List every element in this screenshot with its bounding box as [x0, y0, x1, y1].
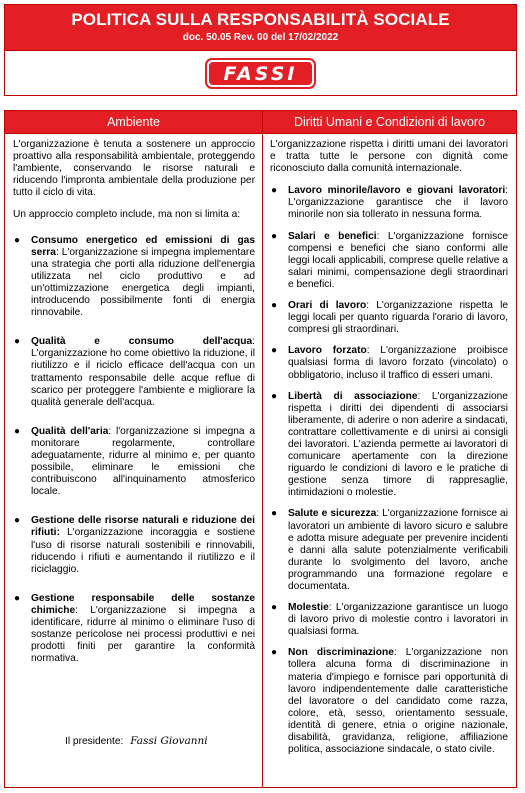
item-text: : L'organizzazione ho come obiettivo la riduzione, il riutilizzo e il riciclo efficace dell'acqua con un trattamento responsabile delle acque reflue di scarico per proteggere l'ambiente e migliorare la qualità generale dell'acqua. — [31, 336, 255, 408]
item-text: : L'organizzazione si impegna implementare una strategia che porti alla riduzione dell'energia utilizzata nel ciclo produttivo e ad un'ottimizzazione energetica degli impianti, introducendo possibilmente fonti di energia rinnovabile. — [31, 246, 255, 319]
item-text: : L'organizzazione rispetta i diritti dei dipendenti di associarsi liberamente, di aderire o non aderire a sindacati, contrattare collettivamente e di unirsi ai consigli dei lavoratori. L'azienda permette ai lavoratori di comunicare apertamente con la direzione riguardo le condizioni di lavoro e le pratiche di gestione senza timore di rappresaglie, intimidazioni o molestie. — [288, 390, 508, 499]
item-title: Qualità e consumo dell'acqua — [31, 336, 253, 348]
bullet-icon: ● — [14, 592, 21, 604]
logo-area — [5, 51, 516, 96]
signature-block — [65, 735, 208, 747]
environment-heading: Ambiente — [5, 111, 262, 134]
bullet-icon: ● — [271, 602, 278, 614]
item-title: Consumo energetico ed emissioni di gas serra — [31, 234, 255, 258]
bullet-icon: ● — [14, 515, 21, 527]
human-rights-intro: L'organizzazione rispetta i diritti umani dei lavoratori e tratta tutte le persone con dignità come riconosciuto dalla comunità internazionale. — [270, 139, 508, 175]
list-item — [13, 235, 255, 320]
item-text: : L'organizzazione rispetta le leggi locali per quanto riguarda l'orario di lavoro, compresi gli straordinari. — [288, 300, 508, 336]
human-rights-list — [270, 185, 508, 756]
list-item — [270, 391, 508, 500]
environment-intro-2: Un approccio completo include, ma non si limita a: — [13, 209, 241, 221]
item-title: Lavoro forzato — [288, 345, 367, 357]
environment-body — [5, 134, 262, 665]
environment-intro: L'organizzazione è tenuta a sostenere un approccio proattivo alla responsabilità ambientale, proteggendo l'ambiente, conservando le risorse naturali e riducendo l'impronta ambientale della produzione per tutto il ciclo di vita. — [13, 139, 255, 199]
item-title: Gestione responsabile delle sostanze chimiche — [31, 592, 255, 616]
item-text: : l'organizzazione si impegna a monitorare regolarmente, controllare adeguatamente, ridurre al minimo e, per quanto possibile, eliminare le emissioni che contribuiscono all'inquinamento atmosferico locale. — [31, 425, 255, 498]
item-text: : L'organizzazione fornisce ai lavoratori un ambiente di lavoro sicuro e salubre e adotta misure adeguate per prevenire incidenti e danni alla salute potenzialmente verificabili durante lo svolgimento del lavoro, anche programmando una formazione regolare e documentata. — [288, 508, 508, 592]
list-item — [270, 300, 508, 336]
item-text: : L'organizzazione non tollera alcuna forma di discriminazione in materia d'impiego e fornisce pari opportunità di lavoro indipendentemente dalle caratteristiche del lavoratore o del candidato come razza, colore, età, sesso, orientamento sessuale, identità di genere, etnia o origine nazionale, disabilità, gravidanza, religione, affiliazione politica, associazione sindacale, o stato civile. — [288, 647, 508, 756]
bullet-icon: ● — [271, 508, 278, 520]
header-band — [5, 5, 516, 51]
item-text: : L'organizzazione garantisce un luogo di lavoro privo di molestie contro i lavoratori in qualsiasi forma. — [288, 602, 508, 638]
item-text: : L'organizzazione garantisce che il lavoro minorile non sia tollerato in nessuna forma. — [288, 185, 508, 221]
item-text: : L'organizzazione fornisce compensi e benefici che siano conformi alle leggi locali applicabili, comprese quelle relative a salari minimi, compensazione degli straordinari e benefici. — [288, 230, 508, 290]
environment-list — [13, 235, 255, 666]
list-item — [270, 185, 508, 221]
document-header — [4, 4, 517, 96]
bullet-icon: ● — [271, 300, 278, 312]
item-title: Molestie — [288, 602, 329, 614]
item-title: Gestione delle risorse naturali e riduzione dei rifiuti: — [31, 515, 255, 539]
logo-wordmark: FASSI — [209, 62, 312, 85]
human-rights-body — [263, 134, 516, 756]
list-item — [13, 515, 255, 575]
human-rights-heading: Diritti Umani e Condizioni di lavoro — [263, 111, 516, 134]
item-title: Lavoro minorile/lavoro e giovani lavoratori — [288, 185, 506, 197]
item-text: : L'organizzazione si impegna a identificare, ridurre al minimo o eliminare l'uso di sostanze pericolose nei processi produttivi e nei prodotti finiti per garantire la conformità normativa. — [31, 604, 255, 665]
list-item — [270, 602, 508, 638]
item-title: Qualità dell'aria — [31, 425, 109, 437]
item-title: Non discriminazione — [288, 647, 394, 659]
bullet-icon: ● — [271, 647, 278, 659]
list-item — [13, 336, 255, 409]
item-title: Salute e sicurezza — [288, 508, 377, 520]
list-item — [270, 345, 508, 381]
human-rights-column — [263, 111, 516, 787]
list-item — [13, 426, 255, 499]
item-text: : L'organizzazione proibisce qualsiasi forma di lavoro forzato (vincolato) o obbligatorio, incluso il traffico di esseri umani. — [288, 345, 508, 381]
environment-column — [5, 111, 263, 787]
list-item — [13, 593, 255, 666]
item-title: Orari di lavoro — [288, 300, 367, 312]
bullet-icon: ● — [14, 234, 21, 246]
list-item — [270, 508, 508, 593]
bullet-icon: ● — [14, 425, 21, 437]
company-logo — [205, 58, 316, 89]
bullet-icon: ● — [271, 390, 278, 402]
bullet-icon: ● — [14, 336, 21, 348]
item-title: Libertà di associazione — [288, 390, 418, 402]
bullet-icon: ● — [271, 185, 278, 197]
president-signature: Fassi Giovanni — [130, 735, 208, 747]
item-title: Salari e benefici — [288, 230, 377, 242]
policy-table — [4, 110, 517, 788]
signature-label: Il presidente: — [65, 736, 124, 747]
list-item — [270, 647, 508, 756]
bullet-icon: ● — [271, 345, 278, 357]
page-title: POLITICA SULLA RESPONSABILITÀ SOCIALE — [71, 10, 450, 29]
document-revision: doc. 50.05 Rev. 00 del 17/02/2022 — [182, 32, 339, 43]
bullet-icon: ● — [271, 230, 278, 242]
list-item — [270, 231, 508, 291]
item-text: L'organizzazione incoraggia e sostiene l'uso di risorse naturali sostenibili e rinnovabili, riducendo i rifiuti e aumentando il riutilizzo e il riciclaggio. — [31, 527, 255, 575]
